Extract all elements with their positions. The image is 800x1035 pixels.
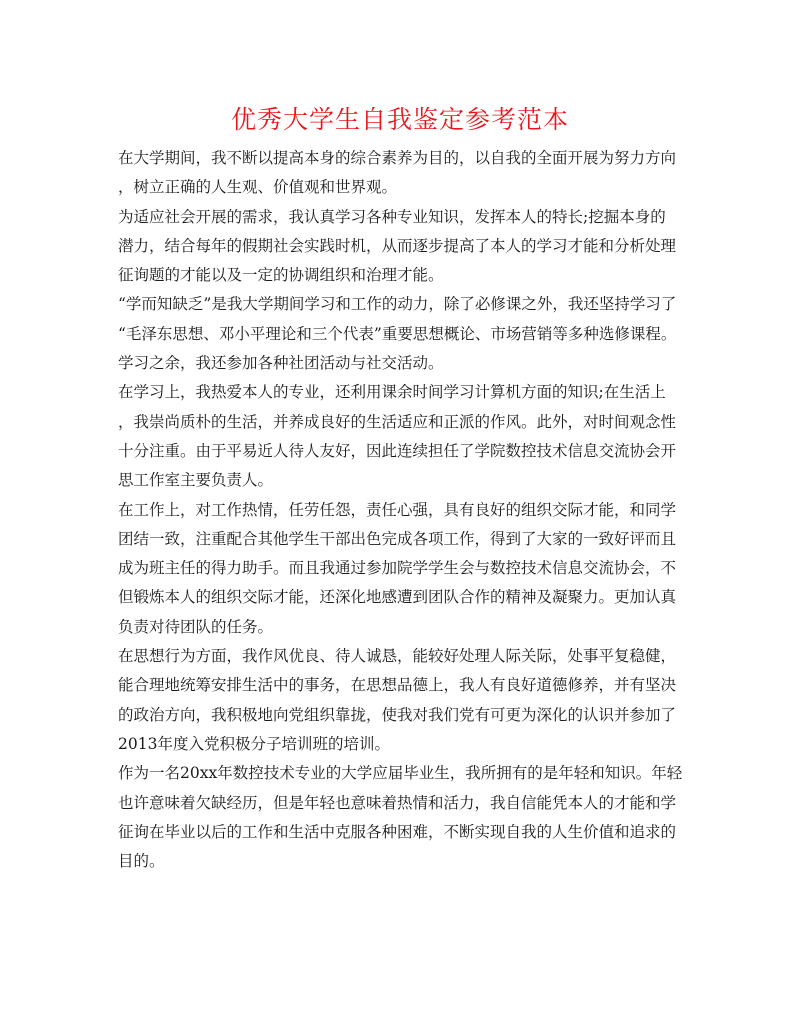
document-body (118, 144, 688, 876)
document-title: 优秀大学生自我鉴定参考范本 (230, 105, 569, 134)
paragraph-study-life: 在学习上，我热爱本人的专业，还利用课余时间学习计算机方面的知识;在生活上 ，我崇尚质朴的生活，并养成良好的生活适应和正派的作风。此外，对时间观念性 十分注重。由于平易近人待人友好，因此连续担任了学院数控技术信息交流协会开 思工作室主要负责人。 (118, 383, 677, 490)
paragraph-thought: 在思想行为方面，我作风优良、待人诚恳，能较好处理人际关际，处事平复稳健， 能合理地统筹安排生活中的事务，在思想品德上，我人有良好道德修养，并有坚决 的政治方向，我积极地向党组织靠拢，使我对我们党有可更为深化的认识并参加了 2013年度入党积极分子培训班的培训。 (118, 647, 677, 753)
paragraph-graduate: 作为一名20xx年数控技术专业的大学应届毕业生，我所拥有的是年轻和知识。年轻 也许意味着欠缺经历，但是年轻也意味着热情和活力，我自信能凭本人的才能和学 征询在毕业以后的工作和生活中克服各种困难，不断实现自我的人生价值和追求的 目的。 (118, 764, 683, 871)
paragraph-work: 在工作上，对工作热情，任劳任怨，责任心强，具有良好的组织交际才能，和同学 团结一致，注重配合其他学生干部出色完成各项工作，得到了大家的一致好评而且 成为班主任的得力助手。而且我通过参加院学学生会与数控技术信息交流协会，不 但锻炼本人的组织交际才能，还深化地感遭到团队合作的精神及凝聚力。更加认真 负责对待团队的任务。 (118, 500, 677, 636)
paragraph-courses: “学而知缺乏”是我大学期间学习和工作的动力，除了必修课之外，我还坚持学习了 “毛泽东思想、邓小平理论和三个代表”重要思想概论、市场营销等多种选修课程。 学习之余，我还参加各种社团活动与社交活动。 (118, 295, 677, 373)
paragraph-intro: 在大学期间，我不断以提高本身的综合素养为目的，以自我的全面开展为努力方向 ，树立正确的人生观、价值观和世界观。 (118, 149, 677, 197)
paragraph-study-ability: 为适应社会开展的需求，我认真学习各种专业知识，发挥本人的特长;挖掘本身的 潜力，结合每年的假期社会实践时机，从而逐步提高了本人的学习才能和分析处理 征询题的才能以及一定的协调组织和治理才能。 (118, 207, 677, 285)
